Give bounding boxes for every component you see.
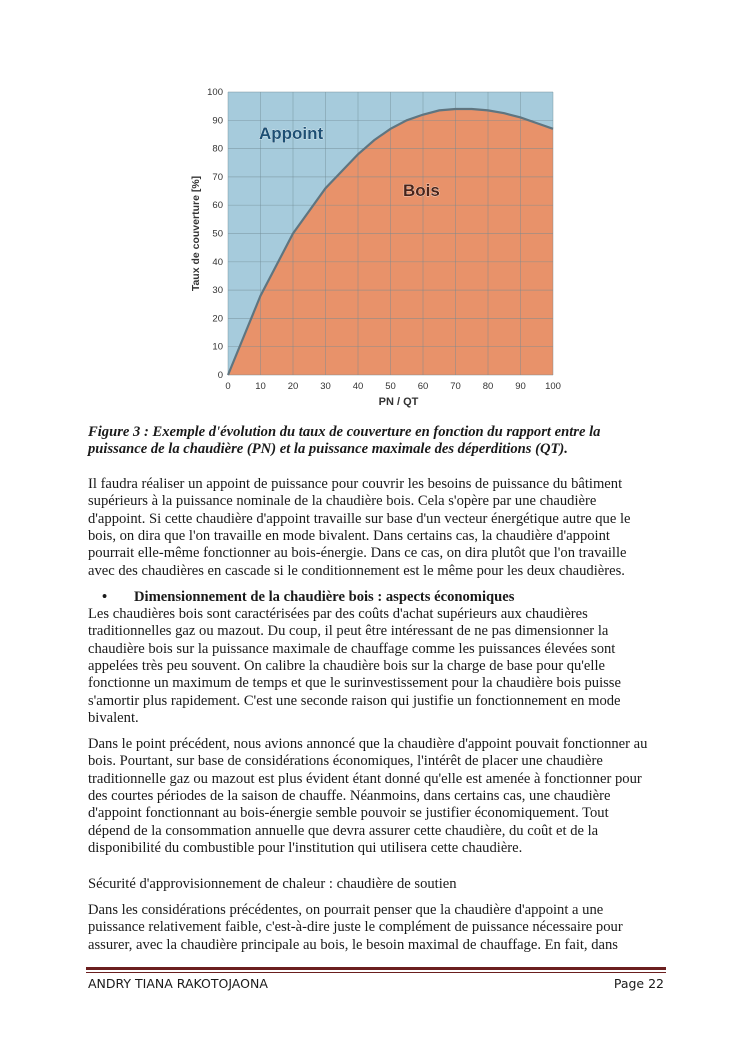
section-heading: Sécurité d'approvisionnement de chaleur : chaudière de soutien (88, 876, 457, 892)
x-tick-label: 50 (385, 381, 396, 392)
text-line: bois. Pourtant, sur base de considérations économiques, l'intérêt de placer une chaudière (88, 753, 603, 770)
bullet-heading-text: Dimensionnement de la chaudière bois : aspects économiques (134, 589, 515, 605)
x-tick-label: 70 (450, 381, 461, 392)
text-line: puissance de la chaudière (PN) et la puissance maximale des déperditions (QT). (88, 441, 568, 458)
text-line: des courtes périodes de la saison de chauffe. Néanmoins, dans certains cas, une chaudière (88, 788, 611, 805)
text-line: d'appoint fonctionnant au bois-énergie semble pouvoir se justifier économiquement. Tout (88, 805, 609, 822)
text-line: bois, on dira que l'on travaille en mode bivalent. Dans certains cas, la chaudière d'appoint (88, 528, 610, 545)
text-line: supérieurs à la puissance nominale de la chaudière bois. Cela s'opère par une chaudière (88, 493, 597, 510)
y-tick-label: 80 (212, 143, 223, 155)
x-axis-label: PN / QT (378, 396, 419, 408)
y-tick-label: 50 (212, 228, 223, 240)
text-line: puissance relativement faible, c'est-à-dire juste le complément de puissance nécessaire pour (88, 919, 623, 936)
y-tick-label: 90 (212, 115, 223, 127)
text-line: disponibilité du combustible pour l'institution qui utilisera cette chaudière. (88, 840, 523, 857)
bois-region-label: Bois (403, 181, 440, 200)
x-tick-label: 100 (545, 381, 561, 392)
text-line: dépend de la consommation annuelle que devra assurer cette chaudière, du coût et de la (88, 822, 599, 839)
x-tick-label: 40 (352, 381, 364, 392)
text-line: Figure 3 : Exemple d'évolution du taux de couverture en fonction du rapport entre la (88, 424, 601, 440)
footer-rule (86, 967, 666, 970)
footer-author: ANDRY TIANA RAKOTOJAONA (88, 976, 268, 991)
text-line: traditionnelle gaz ou mazout est plus évident étant donné qu'elle est amenée à fonctionner pour (88, 770, 642, 787)
text-line: assurer, avec la chaudière principale au bois, le besoin maximal de chauffage. En fait, dans (88, 936, 618, 953)
text-line: Il faudra réaliser un appoint de puissance pour couvrir les besoins de puissance du bâtiment (88, 476, 623, 492)
x-tick-label: 80 (482, 381, 494, 392)
paragraph-2 (88, 606, 678, 727)
x-tick-label: 20 (287, 381, 299, 392)
text-line: Dans le point précédent, nous avions annoncé que la chaudière d'appoint pouvait fonctionner au (88, 736, 648, 752)
text-line: chaudière bois sur la puissance maximale de chauffage comme les puissances élevées sont (88, 640, 616, 657)
x-tick-label: 10 (255, 381, 266, 392)
text-line: bivalent. (88, 710, 139, 727)
y-tick-label: 70 (212, 171, 223, 183)
footer-page-number: Page 22 (613, 976, 664, 991)
text-line: appelées très peu souvent. On calibre la chaudière bois sur la charge de base pour qu'elle (88, 658, 605, 675)
text-line: fonctionne un maximum de temps et que le surinvestissement pour la chaudière bois puisse (88, 675, 621, 692)
bullet-heading (88, 589, 678, 606)
y-axis-label: Taux de couverture [%] (190, 175, 202, 292)
x-tick-label: 30 (320, 381, 331, 392)
x-tick-label: 90 (515, 381, 526, 392)
y-tick-label: 60 (212, 200, 223, 212)
y-tick-label: 10 (212, 341, 223, 353)
text-line: d'appoint. Si cette chaudière d'appoint travaille sur base d'un vecteur énergétique autre que le (88, 510, 631, 527)
text-line: avec des chaudières en cascade si le conditionnement est le même pour les deux chaudières. (88, 562, 625, 579)
text-line: s'amortir plus rapidement. C'est une seconde raison qui justifie un fonctionnement en mode (88, 692, 621, 709)
appoint-region-label: Appoint (259, 124, 324, 143)
text-line: pourrait elle-même fonctionner au bois-énergie. Dans ce cas, on dira plutôt que l'on travaille (88, 545, 627, 562)
text-line: Les chaudières bois sont caractérisées par des coûts d'achat supérieurs aux chaudières (88, 606, 588, 622)
coverage-chart (185, 80, 575, 415)
y-tick-label: 0 (217, 370, 223, 381)
text-line: traditionnelles gaz ou mazout. Du coup, il peut être intéressant de ne pas dimensionner la (88, 623, 609, 640)
x-tick-label: 60 (417, 381, 429, 392)
footer-rule-thin (86, 972, 666, 973)
paragraph-3 (88, 736, 678, 857)
y-tick-label: 100 (207, 87, 223, 98)
text-line: Dans les considérations précédentes, on pourrait penser que la chaudière d'appoint a une (88, 902, 604, 918)
y-tick-label: 40 (212, 256, 223, 268)
x-tick-label: 0 (225, 381, 231, 392)
paragraph-4 (88, 902, 678, 954)
figure-caption (88, 424, 678, 459)
bullet-icon: • (102, 589, 108, 605)
y-tick-label: 30 (212, 285, 223, 297)
y-tick-label: 20 (212, 313, 223, 325)
paragraph-1 (88, 476, 678, 580)
